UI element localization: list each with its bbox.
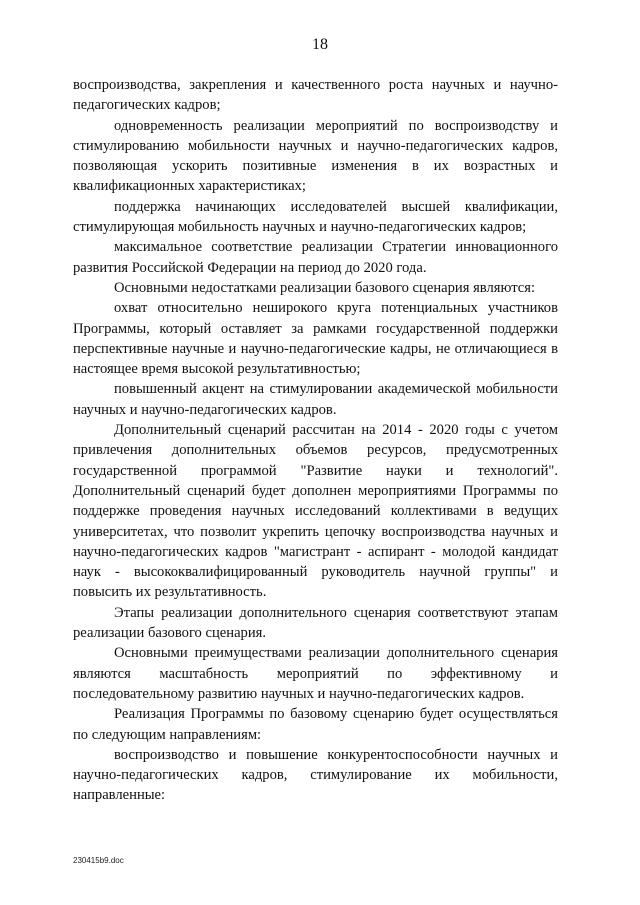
paragraph: одновременность реализации мероприятий по воспроизводству и стимулированию мобильности научных и научно-педагогических кадров, позволяющая ускорить позитивные изменения в их возрастных и квалификационных характеристиках; xyxy=(73,117,558,195)
paragraph: Реализация Программы по базовому сценарию будет осуществляться по следующим направлениям: xyxy=(73,706,558,743)
paragraph: воспроизводства, закрепления и качественного роста научных и научно-педагогических кадров; xyxy=(73,77,558,114)
page-number: 18 xyxy=(312,36,328,53)
paragraph: максимальное соответствие реализации Стратегии инновационного развития Российской Федерации на период до 2020 года. xyxy=(73,239,558,276)
file-reference-footer: 230415b9.doc xyxy=(73,856,124,865)
document-body xyxy=(73,75,558,806)
paragraph: Основными недостатками реализации базового сценария являются: xyxy=(114,279,535,296)
paragraph: повышенный акцент на стимулировании академической мобильности научных и научно-педагогических кадров. xyxy=(73,381,558,418)
paragraph: воспроизводство и повышение конкурентоспособности научных и научно-педагогических кадров, стимулирование их мобильности, направленные: xyxy=(73,746,558,804)
paragraph: Основными преимуществами реализации дополнительного сценария являются масштабность мероприятий по эффективному и последовательному развитию научных и научно-педагогических кадров. xyxy=(73,645,558,702)
paragraph: поддержка начинающих исследователей высшей квалификации, стимулирующая мобильность научных и научно-педагогических кадров; xyxy=(73,198,558,236)
paragraph: Дополнительный сценарий рассчитан на 2014 - 2020 годы с учетом привлечения дополнительных объемов ресурсов, предусмотренных государственной программой "Развитие науки и технологий". Дополнительный сценарий будет дополнен мероприятиями Программы по поддержке проведения научных исследований коллективами в ведущих университетах, что позволит укрепить цепочку воспроизводства научных и научно-педагогических кадров "магистрант - аспирант - молодой кандидат наук - высококвалифицированный руководитель научной группы" и повысить их результативность. xyxy=(73,422,558,601)
paragraph: Этапы реализации дополнительного сценария соответствуют этапам реализации базового сценария. xyxy=(73,604,558,642)
paragraph: охват относительно неширокого круга потенциальных участников Программы, который оставляет за рамками государственной поддержки перспективные научные и научно-педагогические кадры, не отличающиеся в настоящее время высокой результативностью; xyxy=(73,300,558,378)
